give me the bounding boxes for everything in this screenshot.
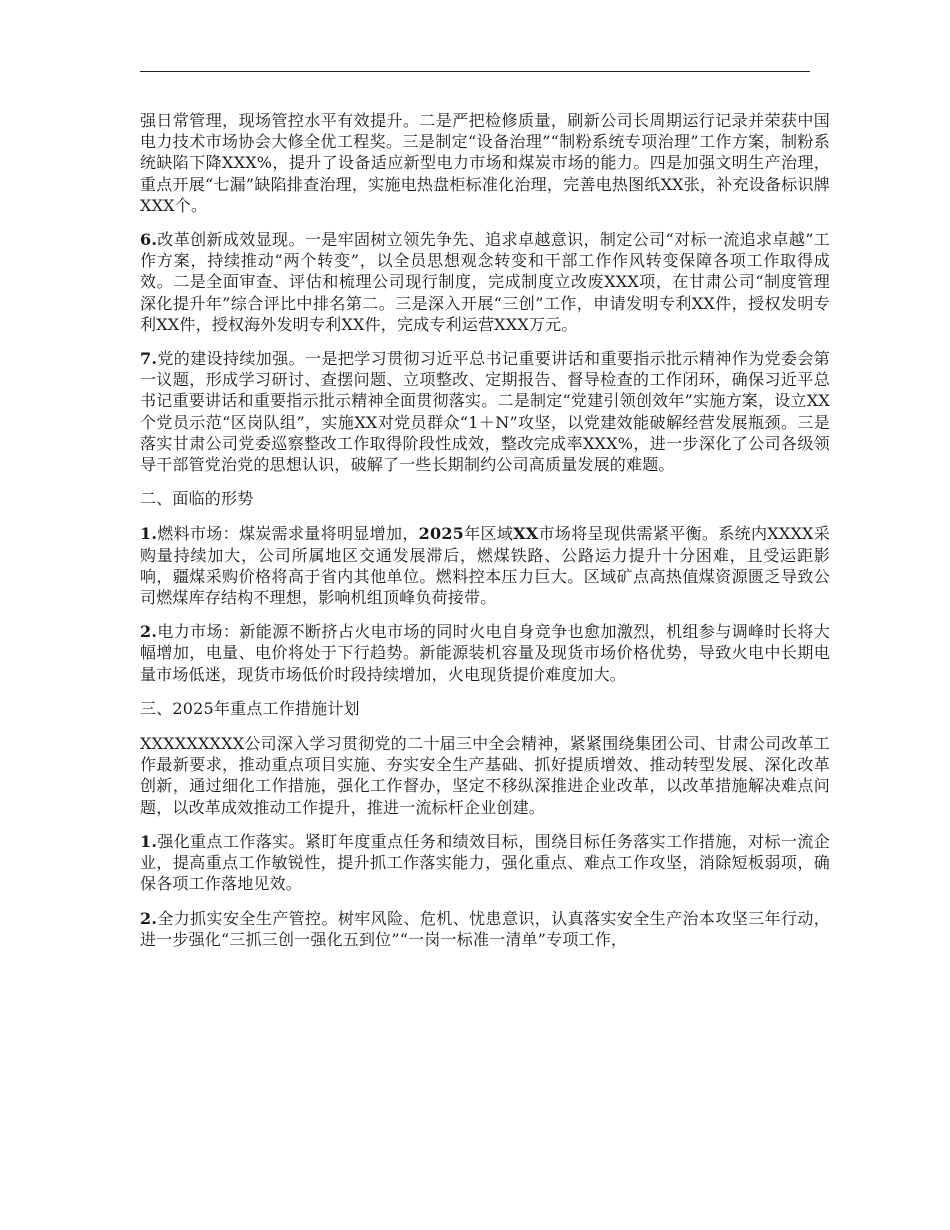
item-text: 强化重点工作落实。紧盯年度重点任务和绩效目标，围绕目标任务落实工作措施，对标一流企业，提高重点工作敏锐性，提升抓工作落实能力，强化重点、难点工作攻坚，消除短板弱项，确保各项工作落地见效。 — [140, 831, 830, 894]
item-text: 全力抓实安全生产管控。树牢风险、危机、忧患意识，认真落实安全生产治本攻坚三年行动，进一步强化“三抓三创一强化五到位”“一岗一标准一清单”专项工作， — [140, 908, 830, 949]
item-text: 改革创新成效显现。一是牢固树立领先争先、追求卓越意识，制定公司“对标一流追求卓越”工作方案，持续推动“两个转变”，以全员思想观念转变和干部工作作风转变保障各项工作取得成效。二是全面审查、评估和梳理公司现行制度，完成制度立改废XXX项，在甘肃公司“制度管理深化提升年”综合评比中排名第二。三是深入开展“三创”工作，申请发明专利XX件，授权发明专利XX件，授权海外发明专利XX件，完成专利运营XXX万元。 — [140, 230, 830, 334]
section-heading-plan: 三、2025年重点工作措施计划 — [140, 698, 360, 718]
item-number: 2. — [140, 622, 158, 642]
paragraph-equipment-management: 强日常管理，现场管控水平有效提升。二是严把检修质量，刷新公司长周期运行记录并荣获中国电力技术市场协会大修全优工程奖。三是制定“设备治理”“制粉系统专项治理”工作方案，制粉系统缺陷下降XXX%，提升了设备适应新型电力市场和煤炭市场的能力。四是加强文明生产治理，重点开展“七漏”缺陷排查治理，实施电热盘柜标准化治理，完善电热图纸XX张，补充设备标识牌XXX个。 — [140, 111, 830, 215]
item-number: 1. — [140, 831, 158, 851]
item-text: 市场将呈现供需紧平衡。系统内XXXX采购量持续加大，公司所属地区交通发展滞后，燃煤铁路、公路运力提升十分困难，且受运距影响，疆煤采购价格将高于省内其他单位。燃料控本压力巨大。区域矿点高热值煤资源匮乏导致公司燃煤库存结构不理想，影响机组顶峰负荷接带。 — [140, 524, 830, 608]
paragraph-reform-innovation — [140, 229, 830, 335]
paragraph-fuel-market — [140, 523, 830, 608]
paragraph-plan-intro: XXXXXXXXX公司深入学习贯彻党的二十届三中全会精神，紧紧围绕集团公司、甘肃公司改革工作最新要求，推动重点项目实施、夯实安全生产基础、抓好提质增效、推动转型发展、深化改革创新，通过细化工作措施，强化工作督办，坚定不移纵深推进企业改革，以改革措施解决难点问题，以改革成效推动工作提升，推进一流标杆企业创建。 — [140, 734, 830, 817]
item-lead: 燃料市场：煤炭需求量将明显增加， — [157, 524, 419, 544]
item-bold-region: XX — [513, 524, 539, 544]
item-text: 电力市场：新能源不断挤占火电市场的同时火电自身竞争也愈加激烈，机组参与调峰时长将大幅增加，电量、电价将处于下行趋势。新能源装机容量及现货市场价格优势，导致火电中长期电量市场低迷，现货市场低价时段持续增加，火电现货提价难度加大。 — [140, 622, 830, 684]
item-number: 7. — [140, 349, 158, 369]
item-number: 6. — [140, 230, 158, 250]
paragraph-plan-key-work — [140, 831, 830, 895]
paragraph-party-building — [140, 348, 830, 475]
section-heading-situation: 二、面临的形势 — [140, 489, 254, 509]
document-body — [140, 110, 830, 963]
paragraph-plan-safety — [140, 908, 830, 950]
item-number: 2. — [140, 908, 158, 928]
paragraph-power-market — [140, 621, 830, 685]
item-text: 党的建设持续加强。一是把学习贯彻习近平总书记重要讲话和重要指示批示精神作为党委会第一议题，形成学习研讨、查摆问题、立项整改、定期报告、督导检查的工作闭环，确保习近平总书记重要讲话和重要指示批示精神全面贯彻落实。二是制定“党建引领创效年”实施方案，设立XX个党员示范“区岗队组”，实施XX对党员群众“1＋N”攻坚，以党建效能破解经营发展瓶颈。三是落实甘肃公司党委巡察整改工作取得阶段性成效，整改完成率XXX%，进一步深化了公司各级领导干部管党治党的思想认识，破解了一些长期制约公司高质量发展的难题。 — [140, 349, 830, 475]
header-rule — [140, 71, 810, 72]
item-bold-year: 2025 — [418, 524, 465, 544]
item-number: 1. — [140, 524, 158, 544]
item-mid: 年区域 — [464, 524, 514, 544]
